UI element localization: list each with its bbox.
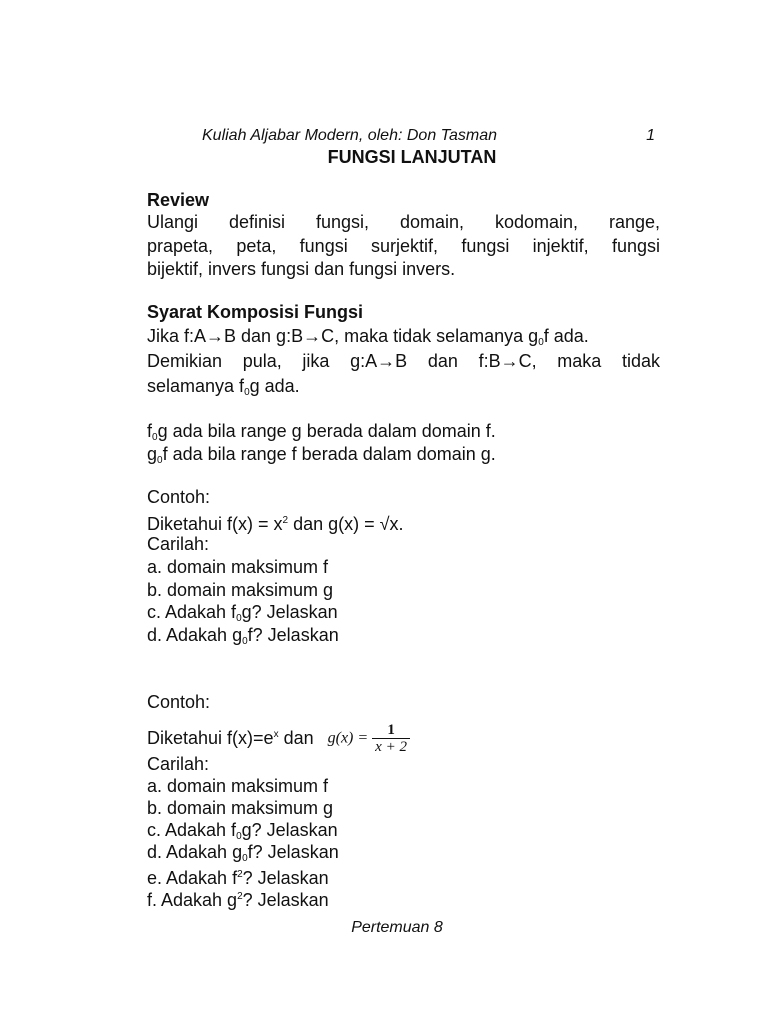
subscript: 0 — [236, 831, 242, 842]
text-line — [147, 753, 660, 775]
text-segment: g? Jelaskan — [241, 602, 338, 622]
text-segment: ? Jelaskan — [242, 868, 329, 888]
text-segment: Carilah: — [147, 534, 210, 554]
text-segment: selamanya f — [147, 376, 245, 396]
fraction — [372, 722, 410, 756]
course-header: Kuliah Aljabar Modern, oleh: Don Tasman — [202, 127, 497, 144]
page-number: 1 — [646, 127, 655, 144]
text-segment: e. Adakah f — [147, 868, 238, 888]
text-line — [147, 486, 660, 508]
text-segment: ? Jelaskan — [242, 890, 329, 910]
page-footer: Pertemuan 8 — [351, 919, 443, 936]
text-segment: Contoh: — [147, 487, 211, 507]
denominator: x + 2 — [372, 738, 410, 756]
text-segment: d. Adakah g — [147, 625, 243, 645]
text-line — [147, 375, 660, 404]
section-heading — [147, 189, 660, 211]
text-segment: Diketahui f(x) = x — [147, 514, 283, 534]
page-title: FUNGSI LANJUTAN — [327, 147, 497, 167]
subscript: 0 — [242, 636, 248, 647]
section-heading — [147, 301, 660, 323]
text-segment: g ada. — [249, 376, 300, 396]
fraction-formula — [328, 722, 410, 756]
text-line — [147, 443, 660, 472]
text-segment: Diketahui f(x)=e — [147, 727, 274, 748]
text-segment: b. domain maksimum g — [147, 798, 334, 818]
text-segment: Jika f:A→B dan g:B→C, maka tidak selamanya g — [147, 326, 539, 346]
superscript: 2 — [237, 891, 243, 902]
text-segment: Contoh: — [147, 692, 211, 712]
text-segment: c. Adakah f — [147, 820, 237, 840]
text-line — [147, 510, 660, 535]
subscript: 0 — [152, 432, 158, 443]
text-line — [147, 797, 660, 819]
text-segment: Carilah: — [147, 754, 210, 774]
text-segment: dan g(x) = √x. — [288, 514, 404, 534]
subscript: 0 — [244, 387, 250, 398]
text-segment: prapeta, peta, fungsi surjektif, fungsi injektif, fungsi — [147, 236, 660, 256]
text-segment: f ada. — [543, 326, 589, 346]
text-segment: f ada bila range f berada dalam domain g. — [162, 444, 496, 464]
subscript: 0 — [538, 337, 544, 348]
text-segment: Ulangi definisi fungsi, domain, kodomain, range, — [147, 212, 660, 232]
text-segment: a. domain maksimum f — [147, 776, 329, 796]
text-line — [147, 258, 660, 280]
text-segment: Syarat Komposisi Fungsi — [147, 302, 364, 322]
text-line — [147, 350, 660, 372]
text-segment: bijektif, invers fungsi dan fungsi invers. — [147, 259, 456, 279]
text-segment: dan — [278, 727, 314, 748]
text-segment: g ada bila range g berada dalam domain f. — [157, 421, 496, 441]
text-segment: b. domain maksimum g — [147, 580, 334, 600]
text-line — [147, 775, 660, 797]
text-segment: f? Jelaskan — [247, 625, 339, 645]
text-line — [147, 211, 660, 233]
subscript: 0 — [236, 613, 242, 624]
text-segment: f. Adakah g — [147, 890, 238, 910]
text-segment: c. Adakah f — [147, 602, 237, 622]
numerator: 1 — [387, 722, 395, 738]
text-segment: g? Jelaskan — [241, 820, 338, 840]
text-line — [147, 722, 660, 756]
text-line — [147, 533, 660, 555]
subscript: 0 — [157, 455, 163, 466]
text-segment: a. domain maksimum f — [147, 557, 329, 577]
text-line — [147, 624, 660, 653]
superscript: x — [273, 728, 279, 740]
text-segment: d. Adakah g — [147, 842, 243, 862]
subscript: 0 — [242, 853, 248, 864]
superscript: 2 — [282, 515, 289, 526]
text-segment: g — [147, 444, 158, 464]
formula-lhs: g(x) = — [327, 729, 369, 747]
text-line — [147, 579, 660, 601]
text-segment: f? Jelaskan — [247, 842, 339, 862]
text-segment: Review — [147, 190, 210, 210]
text-line — [147, 556, 660, 578]
text-line — [147, 235, 660, 257]
text-line — [147, 691, 660, 713]
text-segment: Demikian pula, jika g:A→B dan f:B→C, maka tidak — [147, 351, 660, 371]
text-segment: f — [147, 421, 153, 441]
text-line — [147, 886, 660, 911]
superscript: 2 — [237, 869, 243, 880]
